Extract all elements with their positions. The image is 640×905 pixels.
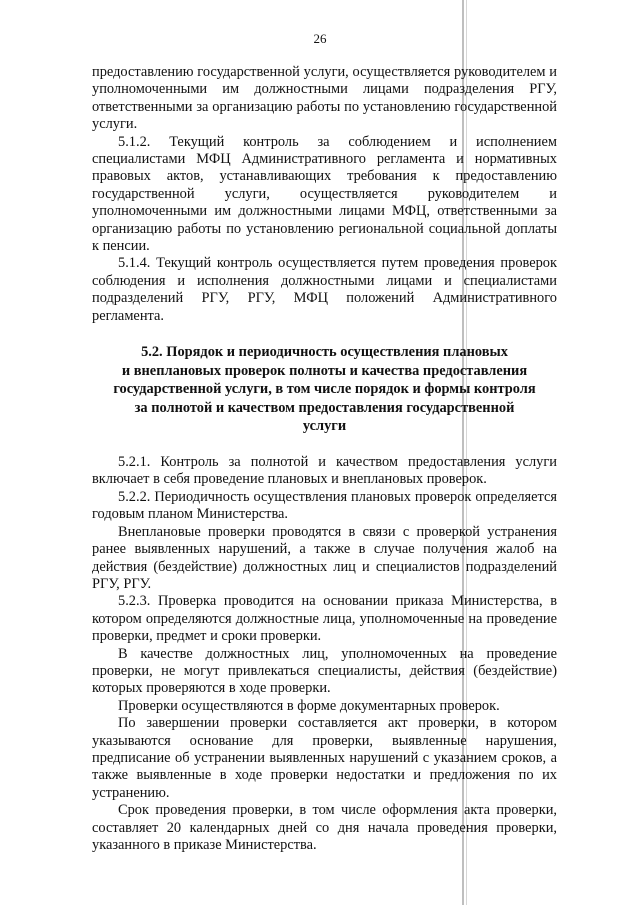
paragraph-check-term: Срок проведения проверки, в том числе оформления акта проверки, составляет 20 календарных дней со дня начала проведения проверки, указанного в приказе Министерства. xyxy=(92,802,557,853)
paragraph-unscheduled-checks: Внеплановые проверки проводятся в связи с проверкой устранения ранее выявленных нарушений, а также в случае получения жалоб на действия (бездействие) должностных лиц и специалистов подразделений РГУ, РГУ. xyxy=(92,523,557,592)
paragraph-5-1-2: 5.1.2. Текущий контроль за соблюдением и исполнением специалистами МФЦ Административного регламента и нормативных правовых актов, устанавливающих требования к предоставлению государственной услуги, осуществляется руководителем и уполномоченными им должностными лицами МФЦ, ответственными за организацию работы по установлению региональной социальной доплаты к пенсии. xyxy=(92,133,557,255)
paragraph-check-act: По завершении проверки составляется акт проверки, в котором указываются основание для проверки, выявленные нарушения, предписание об устранении выявленных нарушений с указанием сроков, а также выявленные в ходе проверки недостатки и предложения по их устранению. xyxy=(92,715,557,801)
document-body xyxy=(92,64,557,854)
paragraph-officials: В качестве должностных лиц, уполномоченных на проведение проверки, не могут привлекаться специалисты, действия (бездействие) которых проверяются в ходе проверки. xyxy=(92,645,557,697)
heading-line: 5.2. Порядок и периодичность осуществления плановых xyxy=(141,344,508,361)
heading-line: и внеплановых проверок полноты и качества предоставления xyxy=(121,362,528,379)
paragraph-check-form: Проверки осуществляются в форме документарных проверок. xyxy=(118,697,500,714)
paragraph-5-2-2: 5.2.2. Периодичность осуществления плановых проверок определяется годовым планом Министерства. xyxy=(92,488,557,523)
heading-line: государственной услуги, в том числе порядок и формы контроля xyxy=(113,381,536,398)
page-number: 26 xyxy=(313,31,327,46)
paragraph-5-2-3: 5.2.3. Проверка проводится на основании приказа Министерства, в котором определяются должностные лица, уполномоченные на проведение проверки, предмет и сроки проверки. xyxy=(92,593,557,645)
paragraph-continued: предоставлению государственной услуги, осуществляется руководителем и уполномоченными им должностными лицами подразделения РГУ, ответственными за организацию работы по установлению государственной услуги. xyxy=(92,64,557,133)
paragraph-5-1-4: 5.1.4. Текущий контроль осуществляется путем проведения проверок соблюдения и исполнения должностными лицами и специалистами подразделений РГУ, РГУ, МФЦ положений Административного регламента. xyxy=(92,255,557,324)
heading-line: за полнотой и качеством предоставления государственной xyxy=(134,399,515,416)
paragraph-5-2-1: 5.2.1. Контроль за полнотой и качеством предоставления услуги включает в себя проведение плановых и внеплановых проверок. xyxy=(92,454,557,488)
section-heading-5-2 xyxy=(92,343,557,436)
heading-line: услуги xyxy=(302,418,347,435)
